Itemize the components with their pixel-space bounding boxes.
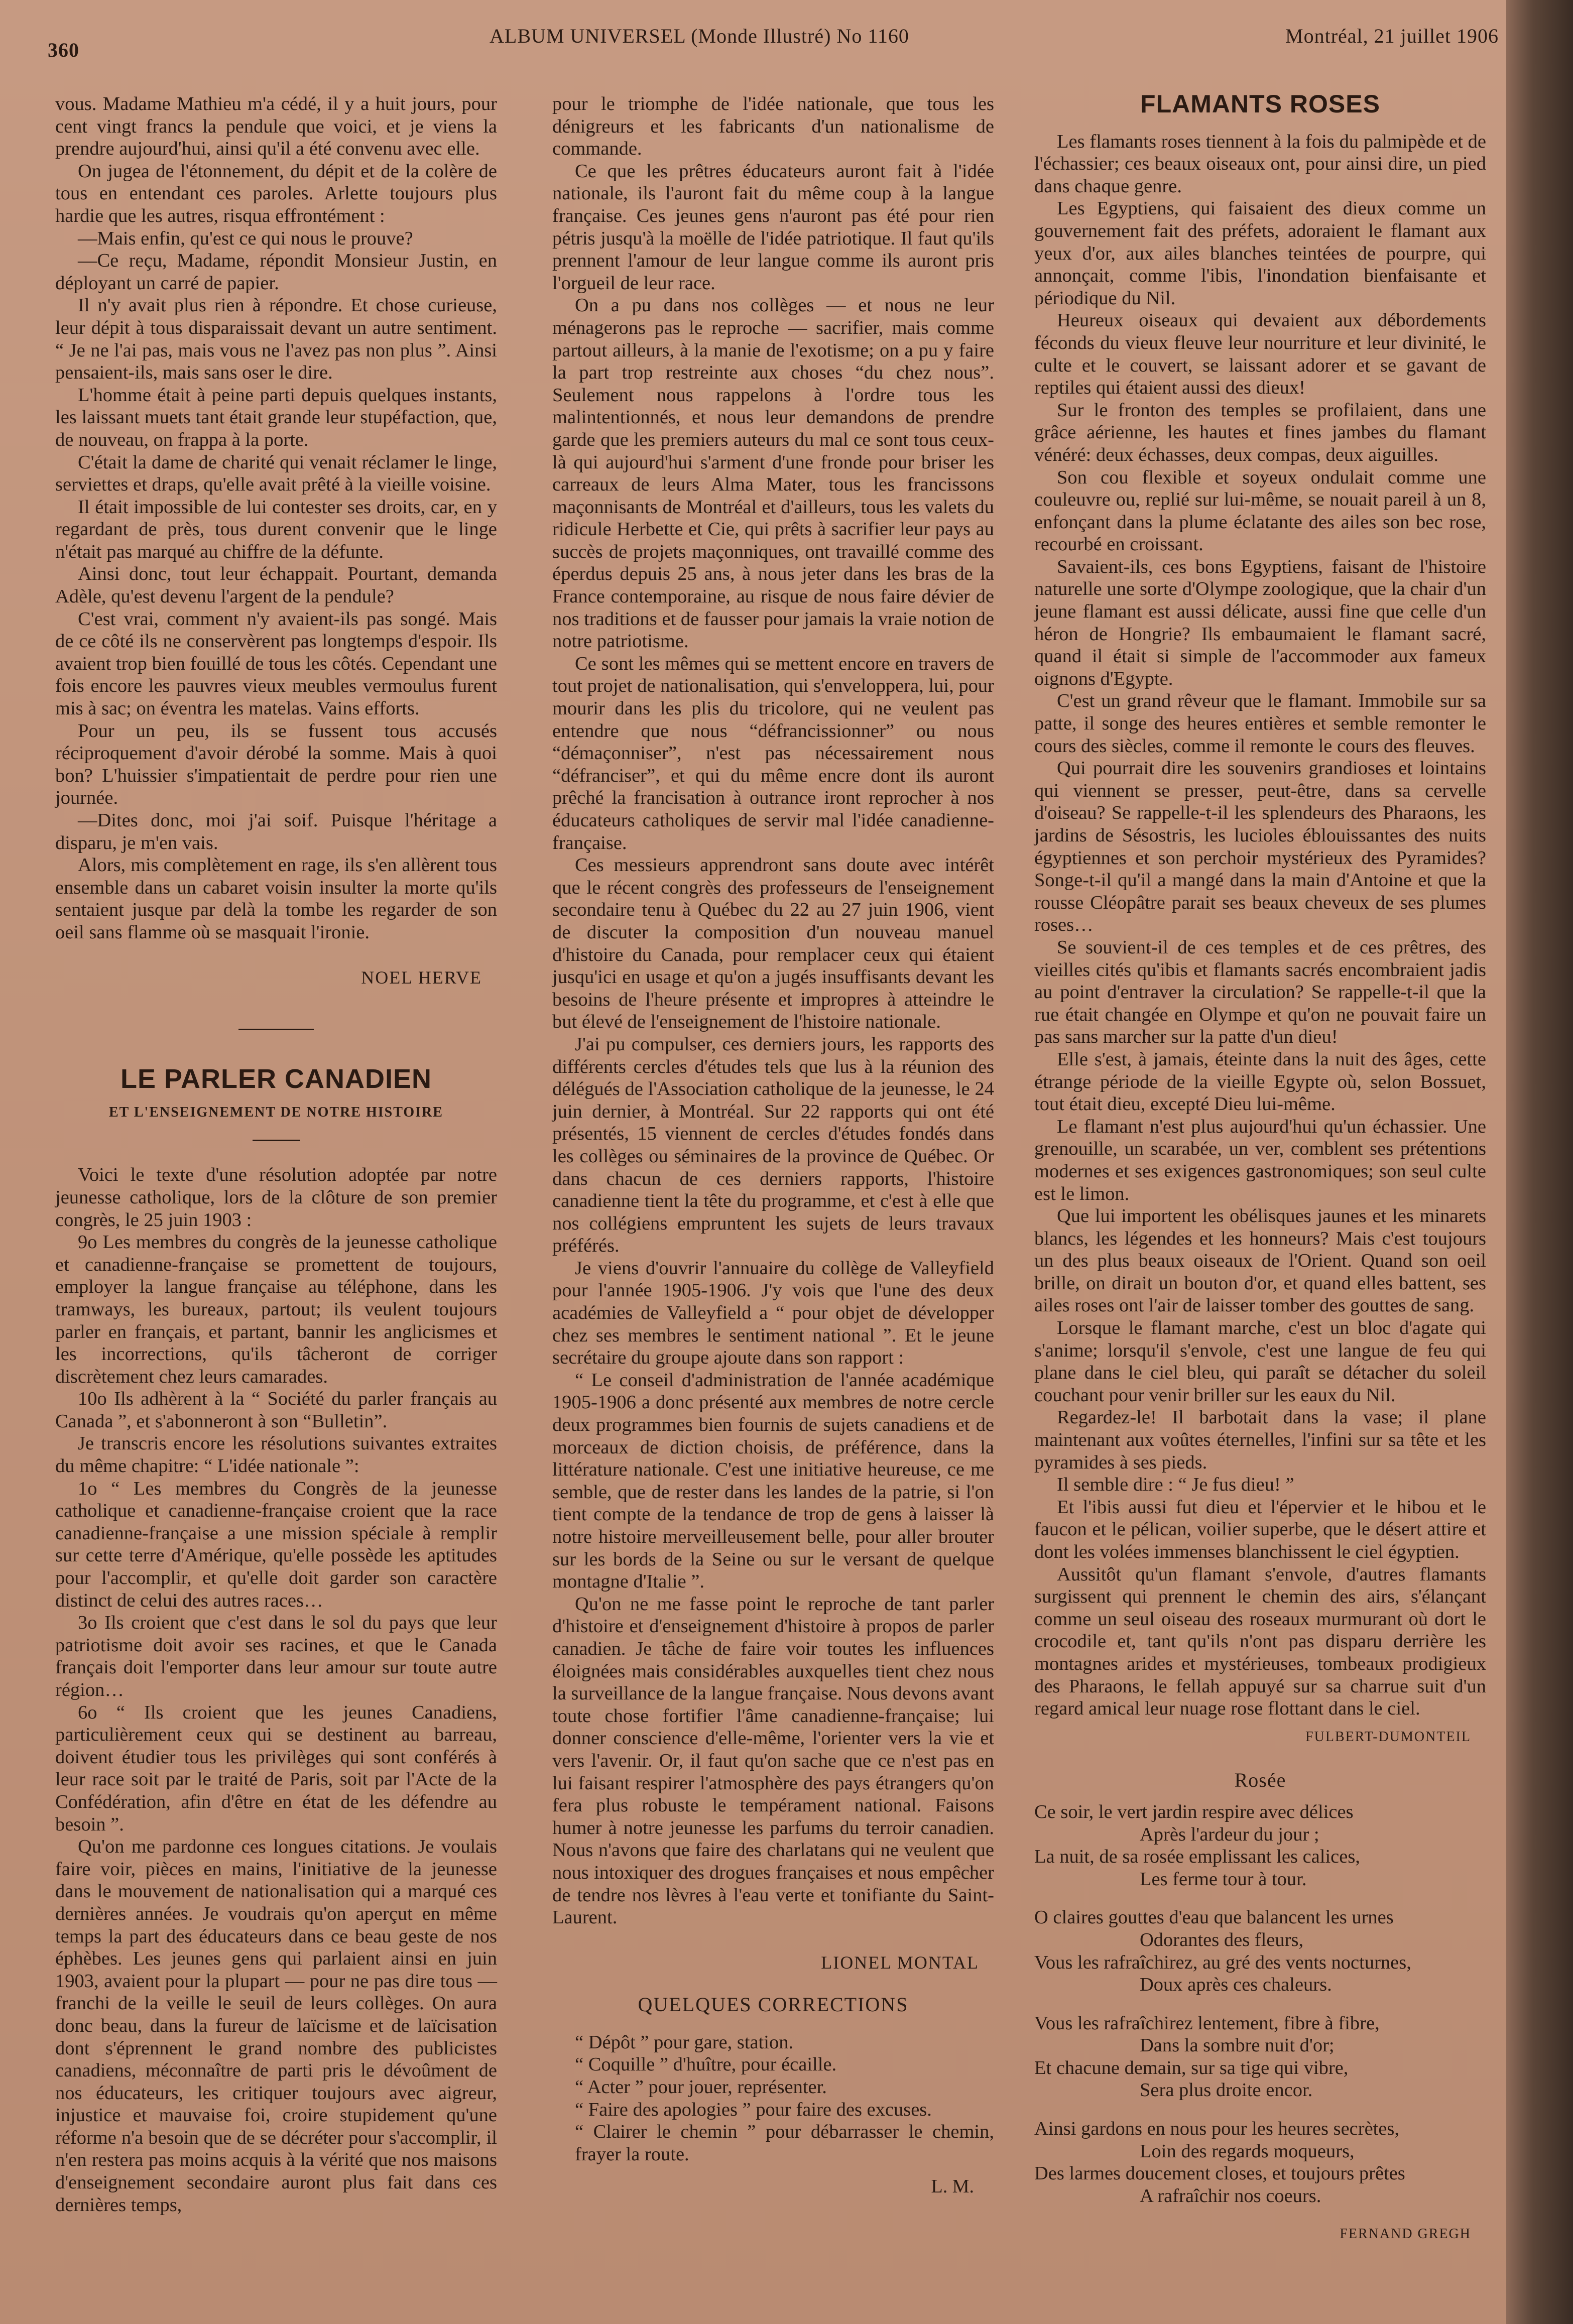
paragraph: Que lui importent les obélisques jaunes et les minarets blancs, les légendes et les honneurs? Mais c'est toujours un des plus beaux oiseaux de l'Orient. Quand son oeil brille, on dirait un bouton d'or, et quand elles battent, ses ailes roses ont l'air de laisser tomber des gouttes de sang. xyxy=(1034,1205,1486,1316)
paragraph: Qu'on me pardonne ces longues citations. Je voulais faire voir, pièces en mains, l'initiative de la jeunesse dans le mouvement de nationalisation qui a marqué ces dernières années. Je voudrais qu'on aperçut en même temps la part des éducateurs dans ce beau geste de nos éphèbes. Les jeunes gens qui parlaient ainsi en juin 1903, avaient pour la plupart — pour ne pas dire tous — franchi de la veille le seuil de leurs collèges. On aura donc beau, dans la fureur de laïcisme et de laïcisation dont s'éprennent le grand nombre des publicistes canadiens, méconnaître de parti pris le dévoûment de nos éducateurs, les critiquer toujours avec aigreur, injustice et mauvaise foi, croire stupidement qu'une réforme n'a besoin que de se décréter pour s'accomplir, il n'en restera pas moins acquis à la vérité que nos maisons d'enseignement secondaire auront plus fait dans ces dernières temps, xyxy=(55,1836,497,2216)
list-item: “ Dépôt ” pour gare, station. xyxy=(575,2031,794,2053)
verse-line: Dans la sombre nuit d'or; xyxy=(1140,2035,1335,2056)
list-item: “ Coquille ” d'huître, pour écaille. xyxy=(575,2054,837,2075)
list-item: “ Acter ” pour jouer, représenter. xyxy=(575,2076,827,2098)
verse-line: Loin des regards moqueurs, xyxy=(1140,2140,1355,2162)
issue-date: Montréal, 21 juillet 1906 xyxy=(1285,25,1499,47)
poem xyxy=(1034,1801,1486,2208)
paragraph: Ce que les prêtres éducateurs auront fait à l'idée nationale, ils l'auront fait du même coup à la langue française. Ces jeunes gens n'auront pas été pour rien pétris jusqu'à la moëlle de l'idée patriotique. Il faut qu'ils prennent l'amour de leur langue comme ils auront pris l'orgueil de leur race. xyxy=(552,160,994,294)
verse-line: Et chacune demain, sur sa tige qui vibre, xyxy=(1034,2057,1349,2078)
paragraph: Heureux oiseaux qui devaient aux débordements féconds du vieux fleuve leur nourriture et leur divinité, le culte et le couvert, se laissant adorer et se gavant de reptiles qui étaient aussi des dieux! xyxy=(1034,310,1486,399)
page-header xyxy=(48,24,1499,59)
paragraph: Son cou flexible et soyeux ondulait comme une couleuvre ou, replié sur lui-même, se nouait pareil à un 8, enfonçant dans la plume éclatante des ailes son bec rose, recourbé en croissant. xyxy=(1034,466,1486,555)
paragraph: 3o Ils croient que c'est dans le sol du pays que leur patriotisme doit avoir ses racines, et que le Canada français doit l'emporter dans leur amour sur toute autre région… xyxy=(55,1612,497,1700)
paragraph: 6o “ Ils croient que les jeunes Canadiens, particulièrement ceux qui se destinent au barreau, doivent étudier tous les privilèges qui sont conférés à leur race soit par le traité de Paris, soit par l'Acte de la Confédération, afin d'être en état de les défendre au besoin ”. xyxy=(55,1701,497,1835)
divider xyxy=(238,1029,314,1030)
verse-line: La nuit, de sa rosée emplissant les calices, xyxy=(1034,1846,1360,1868)
list-item: “ Clairer le chemin ” pour débarrasser le chemin, frayer la route. xyxy=(575,2121,994,2165)
paragraph: Sur le fronton des temples se profilaient, dans une grâce aérienne, les hautes et fines jambes du flamant vénéré: deux échasses, deux compas, deux aiguilles. xyxy=(1034,399,1486,465)
article-body xyxy=(55,1164,497,2216)
paragraph: pour le triomphe de l'idée nationale, que tous les dénigreurs et les fabricants d'un nationalisme de commande. xyxy=(552,93,994,160)
column-2 xyxy=(552,93,994,2198)
paragraph: Savaient-ils, ces bons Egyptiens, faisant de l'histoire naturelle une sorte d'Olympe zoologique, que la chair d'un jeune flamant est aussi délicate, aussi fine que celle d'un héron de Hongrie? Ils embaumaient le flamant sacré, quand il était si simple de l'accommoder aux fameux oignons d'Egypte. xyxy=(1034,556,1486,689)
paragraph: L'homme était à peine parti depuis quelques instants, les laissant muets tant était grande leur stupéfaction, que, de nouveau, on frappa à la porte. xyxy=(55,384,497,450)
paragraph: Ces messieurs apprendront sans doute avec intérêt que le récent congrès des professeurs de l'enseignement secondaire tenu à Québec du 22 au 27 juin 1906, vient de discuter la composition d'un nouveau manuel d'histoire du Canada, pour remplacer ceux qui étaient jusqu'ici en usage et qu'on a jugés insuffisants devant les besoins de l'heure présente et impropres à atteindre le but élevé de l'enseignement de l'histoire nationale. xyxy=(552,854,994,1033)
paragraph: On a pu dans nos collèges — et nous ne leur ménagerons pas le reproche — sacrifier, mais comme partout ailleurs, à la manie de l'exotisme; on a pu y faire la part trop restreinte aux choses “du chez nous”. Seulement nous rappelons à l'ordre tous les malintentionnés, et nous leur demandons de prendre garde que les premiers auteurs du mal ce sont tous ceux-là qui aujourd'hui s'arment d'une fronde pour briser les carreaux de leurs Alma Mater, tous les francissons maçonnisants de Montréal et d'ailleurs, tous les valets du ridicule Herbette et Cie, qui prêts à sacrifier leur pays au succès de projets maçonniques, ont travaillé comme des éperdus depuis 25 ans, à nous jeter dans les bras de la France contemporaine, au risque de nous faire dévier de nos traditions et de fausser pour jamais la vraie notion de notre patriotisme. xyxy=(552,295,994,652)
paragraph: Alors, mis complètement en rage, ils s'en allèrent tous ensemble dans un cabaret voisin insulter la morte qu'ils sentaient jusque par delà la tombe les regarder de son oeil sans flamme où se masquait l'ironie. xyxy=(55,854,497,943)
article-title: FLAMANTS ROSES xyxy=(1140,90,1380,118)
paragraph: Il semble dire : “ Je fus dieu! ” xyxy=(1057,1474,1294,1496)
paragraph: Qu'on ne me fasse point le reproche de tant parler d'histoire et d'enseignement d'histoire à propos de parler canadien. Je tâche de faire voir toutes les influences éloignées mais considérables auxquelles tient chez nous la surveillance de la langue française. Nous devons avant toute chose fortifier l'âme canadienne-française; lui donner conscience d'elle-même, l'orienter vers la vie et vers l'avenir. Or, il faut qu'on sache que ce n'est pas en lui faisant respirer l'atmosphère des pays étrangers qu'on fera plus robuste le tempérament national. Faisons humer à notre jeunesse les parfums du terroir canadien. Nous n'avons que faire des charlatans qui ne veulent que nous intoxiquer des drogues françaises et nous empêcher de tendre nos lèvres à l'eau verte et tonifiante du Saint-Laurent. xyxy=(552,1593,994,1928)
paragraph: Le flamant n'est plus aujourd'hui qu'un échassier. Une grenouille, un scarabée, un ver, comblent ses prétentions modernes et ses exigences gastronomiques; son seul culte est le limon. xyxy=(1034,1116,1486,1204)
verse-line: Odorantes des fleurs, xyxy=(1140,1929,1304,1950)
author-signature: FULBERT-DUMONTEIL xyxy=(1305,1729,1471,1745)
paragraph: —Mais enfin, qu'est ce qui nous le prouve? xyxy=(78,227,413,249)
paragraph: vous. Madame Mathieu m'a cédé, il y a huit jours, pour cent vingt francs la pendule que voici, et je viens la prendre aujourd'hui, ainsi qu'il a été convenu avec elle. xyxy=(55,93,497,160)
verse-line: A rafraîchir nos coeurs. xyxy=(1140,2185,1321,2207)
paragraph: 9o Les membres du congrès de la jeunesse catholique et canadienne-française se promettent de toujours, employer la langue française au téléphone, dans les tramways, les bureaux, partout; ils veulent toujours parler en français, et partant, bannir les anglicismes et les incorrections, qu'ils tâcheront de corriger discrètement chez leurs camarades. xyxy=(55,1232,497,1387)
paragraph: Et l'ibis aussi fut dieu et l'épervier et le hibou et le faucon et le pélican, voilier superbe, que le désert attire et dont les volées immenses blanchissent le ciel égyptien. xyxy=(1034,1496,1486,1562)
stanza xyxy=(1034,2012,1486,2102)
paragraph: Se souvient-il de ces temples et de ces prêtres, des vieilles cités qu'ibis et flamants sacrés encombraient jadis au point d'entraver la circulation? Se rappelle-t-il que la rue était changée en Olympe et qu'on ne pouvait faire un pas sans marcher sur la patte d'un dieu! xyxy=(1034,936,1486,1048)
paragraph: Ce sont les mêmes qui se mettent encore en travers de tout projet de nationalisation, qui s'enveloppera, lui, pour mourir dans les plis du tricolore, qui ne veulent pas entendre que nous “défrancissionner” ou nous “démaçonniser”, n'est pas nécessairement nous “défranciser”, et qui du même encre dont ils auront prêché la francisation à outrance iront reprocher à nos éducateurs catholiques de servir mal l'idée canadienne-française. xyxy=(552,653,994,853)
poem-title: Rosée xyxy=(1234,1769,1286,1792)
paragraph: J'ai pu compulser, ces derniers jours, les rapports des différents cercles d'études tels que lus à la réunion des délégués de l'Association catholique de la jeunesse, le 24 juin dernier, à Montréal. Sur 22 rapports qui ont été présentés, 15 viennent de cercles d'études fondés dans les collèges ou séminaires de la province de Québec. Or dans chacun de ces derniers rapports, l'histoire canadienne tient la tête du programme, et c'est à elle que nos collégiens empruntent les sujets de leurs travaux préférés. xyxy=(552,1033,994,1257)
paragraph: Aussitôt qu'un flamant s'envole, d'autres flamants surgissent qui prennent le chemin des airs, s'élançant comme un seul oiseau des roseaux murmurant où dort le crocodile et, tant qu'ils n'ont pas disparu derrière les montagnes arides et mystérieuses, tombeaux prodigieux des Pharaons, le fellah appuyé sur sa charrue suit d'un regard amical leur nuage rose flottant dans le ciel. xyxy=(1034,1563,1486,1720)
paragraph: Je transcris encore les résolutions suivantes extraites du même chapitre: “ L'idée nationale ”: xyxy=(55,1433,497,1477)
masthead: ALBUM UNIVERSEL (Monde Illustré) No 1160 xyxy=(490,25,909,47)
binding-spine xyxy=(1506,0,1573,2324)
paragraph: Qui pourrait dire les souvenirs grandioses et lointains qui viennent se presser, peut-être, dans sa cervelle d'oiseau? Se rappelle-t-il les splendeurs des Pharaons, les jardins de Sésostris, les lucioles éblouissantes des nuits égyptiennes et son perchoir mystérieux des Pyramides? Songe-t-il qu'il a mangé dans la main d'Antoine et que la rousse Cléopâtre parait ses beaux cheveux de ses plumes roses… xyxy=(1034,758,1486,936)
article-subtitle: ET L'ENSEIGNEMENT DE NOTRE HISTOIRE xyxy=(109,1104,443,1120)
verse-line: Les ferme tour à tour. xyxy=(1140,1868,1307,1890)
paragraph: —Dites donc, moi j'ai soif. Puisque l'héritage a disparu, je m'en vais. xyxy=(55,810,497,853)
paragraph: Il était impossible de lui contester ses droits, car, en y regardant de près, tous durent convenir que le linge n'était pas marqué au chiffre de la défunte. xyxy=(55,496,497,562)
paragraph: Elle s'est, à jamais, éteinte dans la nuit des âges, cette étrange période de la vieille Egypte où, selon Bossuet, tout était dieu, excepté Dieu lui-même. xyxy=(1034,1048,1486,1115)
corrections-title: QUELQUES CORRECTIONS xyxy=(638,1993,909,2016)
column-3 xyxy=(1034,90,1486,2246)
paragraph: 10o Ils adhèrent à la “ Société du parler français au Canada ”, et s'abonneront à son “Bulletin”. xyxy=(55,1388,497,1432)
verse-line: Après l'ardeur du jour ; xyxy=(1140,1823,1319,1845)
paragraph: Il n'y avait plus rien à répondre. Et chose curieuse, leur dépit à tous disparaissait devant un autre sentiment. “ Je ne l'ai pas, mais vous ne l'avez pas non plus ”. Ainsi pensaient-ils, mais sans oser le dire. xyxy=(55,295,497,384)
paragraph: Voici le texte d'une résolution adoptée par notre jeunesse catholique, lors de la clôture de son premier congrès, le 25 juin 1903 : xyxy=(55,1164,497,1231)
paragraph: Les flamants roses tiennent à la fois du palmipède et de l'échassier; ces beaux oiseaux ont, pour ainsi dire, un pied dans chaque genre. xyxy=(1034,131,1486,197)
paragraph: C'était la dame de charité qui venait réclamer le linge, serviettes et draps, qu'elle avait prêté à la vieille voisine. xyxy=(55,451,497,496)
story-continuation xyxy=(55,93,497,989)
paragraph: Lorsque le flamant marche, c'est un bloc d'agate qui s'anime; lorsqu'il s'envole, c'est une langue de feu qui plane dans le ciel bleu, qui paraît se détacher du soleil couchant pour venir briller sur les eaux du Nil. xyxy=(1034,1317,1486,1406)
page-number: 360 xyxy=(48,39,79,61)
paragraph: Je viens d'ouvrir l'annuaire du collège de Valleyfield pour l'année 1905-1906. J'y vois que l'une des deux académies de Valleyfield a “ pour objet de développer chez ses membres le sentiment national ”. Et le jeune secrétaire du groupe ajoute dans son rapport : xyxy=(552,1257,994,1369)
paragraph: C'est vrai, comment n'y avaient-ils pas songé. Mais de ce côté ils ne conservèrent pas longtemps d'espoir. Ils avaient trop bien fouillé de tous les côtés. Cependant une fois encore les pauvres vieux meubles vermoulus furent mis à sac; on éventra les matelas. Vains efforts. xyxy=(55,608,497,719)
paragraph: Regardez-le! Il barbotait dans la vase; il plane maintenant aux voûtes éternelles, l'infini sur sa tête et les pyramides à ses pieds. xyxy=(1034,1407,1486,1473)
paragraph: Les Egyptiens, qui faisaient des dieux comme un gouvernement fait des préfets, adoraient le flamant aux yeux d'or, aux ailes blanches teintées de pourpre, qui annonçait, comme l'ibis, l'inondation bienfaisante et périodique du Nil. xyxy=(1034,198,1486,309)
paragraph: “ Le conseil d'administration de l'année académique 1905-1906 a donc présenté aux membres de notre cercle deux programmes bien fournis de sujets canadiens et de morceaux de diction choisis, de préférence, dans la littérature nationale. C'est une initiative heureuse, ce me semble, que de rester dans les landes de la patrie, si l'on tient compte de la tendance de trop de gens à laisser là notre histoire merveilleusement belle, pour aller brouter sur les bords de la Seine ou sur le versant de quelque montagne d'Italie ”. xyxy=(552,1369,994,1593)
corrections-list xyxy=(552,2031,994,2166)
paragraph: Ainsi donc, tout leur échappait. Pourtant, demanda Adèle, qu'est devenu l'argent de la pendule? xyxy=(55,563,497,607)
corrections-signature: L. M. xyxy=(931,2176,974,2197)
paragraph: Pour un peu, ils se fussent tous accusés réciproquement d'avoir dérobé la somme. Mais à quoi bon? L'huissier s'impatientait de perdre pour rien une journée. xyxy=(55,720,497,809)
stanza xyxy=(1034,1801,1486,1890)
paragraph: —Ce reçu, Madame, répondit Monsieur Justin, en déployant un carré de papier. xyxy=(55,250,497,294)
verse-line: Vous les rafraîchirez lentement, fibre à fibre, xyxy=(1034,2012,1380,2034)
article-title: LE PARLER CANADIEN xyxy=(120,1064,432,1094)
verse-line: Vous les rafraîchirez, au gré des vents nocturnes, xyxy=(1034,1951,1411,1973)
column-1 xyxy=(55,93,497,2216)
paragraph: On jugea de l'étonnement, du dépit et de la colère de tous en entendant ces paroles. Arlette toujours plus hardie que les autres, risqua effrontément : xyxy=(55,160,497,226)
stanza xyxy=(1034,2118,1486,2207)
verse-line: Des larmes doucement closes, et toujours prêtes xyxy=(1034,2163,1405,2184)
author-signature: NOEL HERVE xyxy=(361,967,482,988)
poet-signature: FERNAND GREGH xyxy=(1340,2226,1471,2242)
verse-line: O claires gouttes d'eau que balancent les urnes xyxy=(1034,1907,1394,1928)
paragraph: 1o “ Les membres du Congrès de la jeunesse catholique et canadienne-française croient que la race canadienne-française a une mission spéciale à remplir sur cette terre d'Amérique, qu'elle possède les aptitudes pour l'accomplir, et qu'elle doit garder son caractère distinct de celui des autres races… xyxy=(55,1478,497,1611)
verse-line: Sera plus droite encor. xyxy=(1140,2080,1313,2101)
author-signature: LIONEL MONTAL xyxy=(821,1952,979,1973)
verse-line: Doux après ces chaleurs. xyxy=(1140,1974,1332,1996)
divider xyxy=(253,1140,300,1141)
verse-line: Ainsi gardons en nous pour les heures secrètes, xyxy=(1034,2118,1400,2140)
paragraph: C'est un grand rêveur que le flamant. Immobile sur sa patte, il songe des heures entières et semble remonter le cours des siècles, comme il remonte le cours des fleuves. xyxy=(1034,690,1486,757)
list-item: “ Faire des apologies ” pour faire des excuses. xyxy=(575,2099,932,2120)
stanza xyxy=(1034,1906,1486,1996)
verse-line: Ce soir, le vert jardin respire avec délices xyxy=(1034,1801,1354,1822)
